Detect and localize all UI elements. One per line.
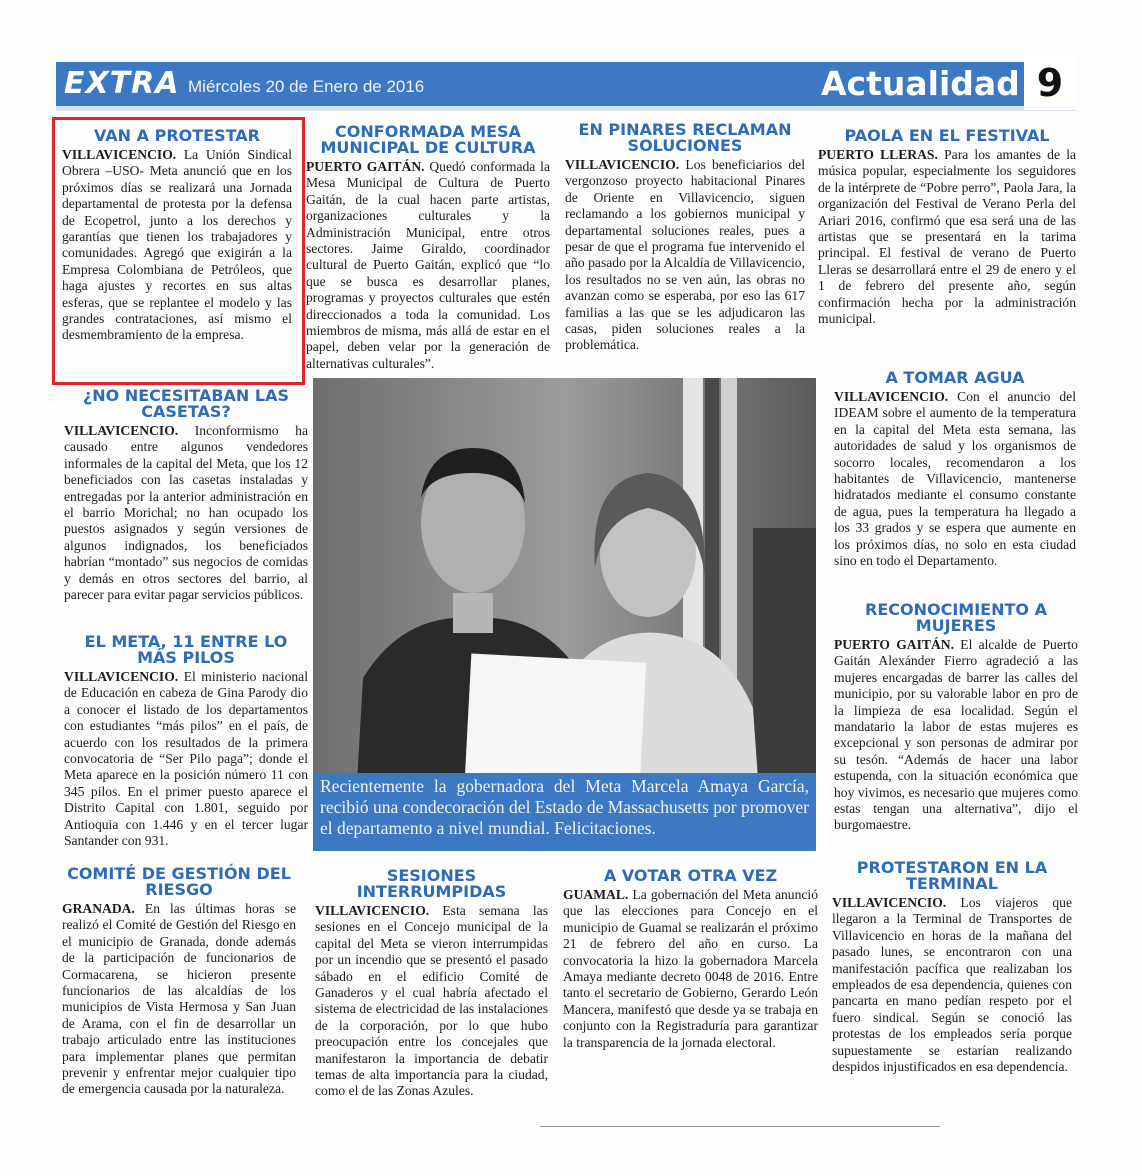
- article-headline: PAOLA EN EL FESTIVAL: [844, 126, 1050, 145]
- article-text: Para los amantes de la música popular, especialmente los seguidores de la intérprete de “Pobre perro”, Paola Jara, la organización del Festival de Verano Perla del Ariari 2016, confirmó que esa será una de las artistas que se presentará en la tarima principal. El festival de verano de Puerto Lleras se desarrollará entre el 29 de enero y el 1 de febrero del presente año, según confirmación hecha por la administración municipal.: [818, 147, 1076, 327]
- article-dateline: VILLAVICENCIO.: [565, 157, 680, 172]
- article-body: [818, 147, 1076, 327]
- article-headline: PROTESTARON EN LA TERMINAL: [856, 858, 1048, 893]
- article-text: La Unión Sindical Obrera –USO- Meta anunció que en los próximos días se realizará una Jornada departamental de protesta por la defensa de Ecopetrol, junto a los derechos y garantías que tienen los trabajadores y comunidades. Agregó que exigirán a la Empresa Colombiana de Petróleos, que haga ajustes y recortes en sus altas esferas, que se replantee el modelo y las grandes contrataciones, así mismo el desmembramiento de la empresa.: [62, 147, 292, 343]
- article-van-a-protestar: [62, 128, 292, 344]
- section-title: Actualidad: [821, 64, 1020, 103]
- issue-date: Miércoles 20 de Enero de 2016: [188, 77, 425, 96]
- article-text: La gobernación del Meta anunció que las elecciones para Concejo en el municipio de Guamal se realizarán el próximo 21 de febrero del año en curso. La convocatoria la hizo la gobernadora Marcela Amaya mediante decreto 0048 de 2016. Entre tanto el secretario de Gobierno, Gerardo León Mancera, manifestó que desde ya se trabaja en conjunto con la Registraduría para garantizar la transparencia de la jornada electoral.: [563, 887, 819, 1050]
- article-body: [306, 159, 550, 372]
- article-body: [834, 389, 1076, 569]
- article-tomar-agua: [834, 370, 1076, 569]
- article-dateline: PUERTO GAITÁN.: [306, 159, 425, 174]
- article-dateline: VILLAVICENCIO.: [64, 423, 179, 438]
- article-headline: VAN A PROTESTAR: [94, 126, 260, 145]
- article-body: [315, 903, 548, 1100]
- article-gestion-riesgo: [62, 866, 296, 1098]
- article-text: El ministerio nacional de Educación en cabeza de Gina Parody dio a conocer el listado de los departamentos con estudiantes “más pilos” en el país, de acuerdo con los resultados de la primera convocatoria de “Ser Pilo paga”; donde el Meta aparece en la posición número 11 con 345 pilos. En el primer puesto aparece el Distrito Capital con 1.801, seguido por Antioquia con 1.446 y en el tercer lugar Santander con 931.: [64, 669, 308, 849]
- article-dateline: VILLAVICENCIO.: [64, 669, 179, 684]
- article-dateline: PUERTO GAITÁN.: [834, 637, 954, 652]
- article-dateline: VILLAVICENCIO.: [62, 147, 177, 162]
- article-headline: RECONOCIMIENTO A MUJERES: [865, 600, 1047, 635]
- article-text: El alcalde de Puerto Gaitán Alexánder Fierro agradeció a las mujeres encargadas de barrer las calles del municipio, por su valorable labor en pro de la limpieza de esa localidad. Según el mandatario la labor de estas mujeres es excepcional y son personas de admirar por su tesón. “Además de hacer una labor estupenda, con la situación económica que hoy vivimos, es necesario que mujeres como estas tengan una alternativa”, dijo el burgomaestre.: [834, 637, 1078, 833]
- article-headline: SESIONES INTERRUMPIDAS: [356, 866, 507, 901]
- photo-caption-box: [313, 773, 816, 851]
- article-paola-festival: [818, 128, 1076, 327]
- photo-caption: Recientemente la gobernadora del Meta Marcela Amaya García, recibió una condecoración del Estado de Massachusetts por promover el departamento a nivel mundial. Felicitaciones.: [320, 776, 809, 838]
- article-body: [565, 157, 805, 354]
- article-dateline: GRANADA.: [62, 901, 135, 916]
- article-text: Quedó conformada la Mesa Municipal de Cultura de Puerto Gaitán, de la cual hacen parte artistas, organizaciones culturales y la Administración Municipal, entre otros sectores. Jaime Giraldo, coordinador cultural de Puerto Gaitán, explicó que “lo que se busca es desarrollar planes, programas y proyectos culturales que estén direccionados a toda la comunidad. Los miembros de misma, más allá de estar en el papel, deben velar por la generación de alternativas culturales”.: [306, 159, 550, 371]
- article-mas-pilos: [64, 634, 308, 849]
- article-body: [62, 901, 296, 1098]
- article-headline: ¿NO NECESITABAN LAS CASETAS?: [82, 386, 289, 421]
- bottom-rule: [540, 1126, 940, 1127]
- article-text: Inconformismo ha causado entre algunos vendedores informales de la capital del Meta, que los 12 beneficiados con las casetas instaladas y entregadas por la anterior administración en el barrio Morichal; no han ocupado los puestos asignados y según versiones de algunos indignados, los beneficiados habrían “montado” sus negocios de comidas y demás en otros sectores del barrio, al parecer para evitar pagar servicios públicos.: [64, 423, 308, 603]
- article-headline: A VOTAR OTRA VEZ: [603, 866, 778, 885]
- article-headline: COMITÉ DE GESTIÓN DEL RIESGO: [67, 864, 291, 899]
- article-dateline: PUERTO LLERAS.: [818, 147, 938, 162]
- article-mesa-cultura: [306, 124, 550, 372]
- article-pinares: [565, 122, 805, 354]
- article-headline: EN PINARES RECLAMAN SOLUCIONES: [578, 120, 792, 155]
- article-text: En las últimas horas se realizó el Comité de Gestión del Riesgo en el municipio de Granada, donde además de la participación de funcionarios de Cormacarena, se hicieron presente funcionarios de las alcaldías de los municipios de Vista Hermosa y San Juan de Arama, con el fin de desarrollar un trabajo articulado entre las instituciones para implementar planes que permitan prevenir y enfrentar mejor cualquier tipo de emergencia causada por la naturaleza.: [62, 901, 296, 1097]
- newspaper-logo: EXTRA: [64, 66, 180, 101]
- article-body: [834, 637, 1078, 834]
- article-dateline: GUAMAL.: [563, 887, 629, 902]
- article-sesiones: [315, 868, 548, 1100]
- article-body: [62, 147, 292, 344]
- article-text: Los viajeros que llegaron a la Terminal de Transportes de Villavicencio en horas de la mañana del pasado lunes, se encontraron con una manifestación pacífica que realizaban los empleados de esa dependencia, quienes con pancarta en mano pedían respeto por el fuero sindical. Según se conoció las protestas de los empleados sería porque supuestamente se estarían realizando despidos injustificados en esa dependencia.: [832, 895, 1072, 1075]
- page-number: 9: [1024, 56, 1076, 110]
- article-headline: CONFORMADA MESA MUNICIPAL DE CULTURA: [320, 122, 536, 157]
- article-text: Los beneficiarios del vergonzoso proyecto habitacional Pinares de Oriente en Villavicencio, siguen reclamando a los gobiernos municipal y departamental soluciones reales, pues a pesar de que el programa fue intervenido el año pasado por la Alcaldía de Villavicencio, los resultados no se ven aún, las obras no avanzan como se esperaba, por eso las 617 familias a las que se les adjudicaron las casas, piden soluciones reales a la problemática.: [565, 157, 805, 353]
- article-reconocimiento-mujeres: [834, 602, 1078, 834]
- article-dateline: VILLAVICENCIO.: [832, 895, 947, 910]
- article-body: [64, 423, 308, 603]
- article-body: [64, 669, 308, 849]
- article-text: Con el anuncio del IDEAM sobre el aumento de la temperatura en la capital del Meta esta semana, las autoridades de salud y los organismos de socorro locales, recomendaron a los habitantes de Villavicencio, mantenerse hidratados mediante el consumo constante de agua, pues la temperatura ha llegado a los 33 grados y se espera que aumente en los próximos días, no solo en esta ciudad sino en todo el Departamento.: [834, 389, 1076, 569]
- article-headline: EL META, 11 ENTRE LO MÁS PILOS: [84, 632, 288, 667]
- page-header: [56, 62, 1076, 111]
- article-dateline: VILLAVICENCIO.: [315, 903, 430, 918]
- article-dateline: VILLAVICENCIO.: [834, 389, 949, 404]
- article-votar: [563, 868, 818, 1051]
- article-body: [832, 895, 1072, 1075]
- article-body: [563, 887, 818, 1051]
- article-text: Esta semana las sesiones en el Concejo municipal de la capital del Meta se vieron interrumpidas por un incendio que se presentó el pasado sábado en el edificio Comité de Ganaderos y el cual habría afectado el sistema de electricidad de las instalaciones de la corporación, por lo que hubo preocupación entre los concejales que manifestaron la importancia de debatir temas de alta importancia para la ciudad, como el de las Zonas Azules.: [315, 903, 548, 1099]
- article-headline: A TOMAR AGUA: [885, 368, 1025, 387]
- article-casetas: [64, 388, 308, 603]
- article-terminal: [832, 860, 1072, 1075]
